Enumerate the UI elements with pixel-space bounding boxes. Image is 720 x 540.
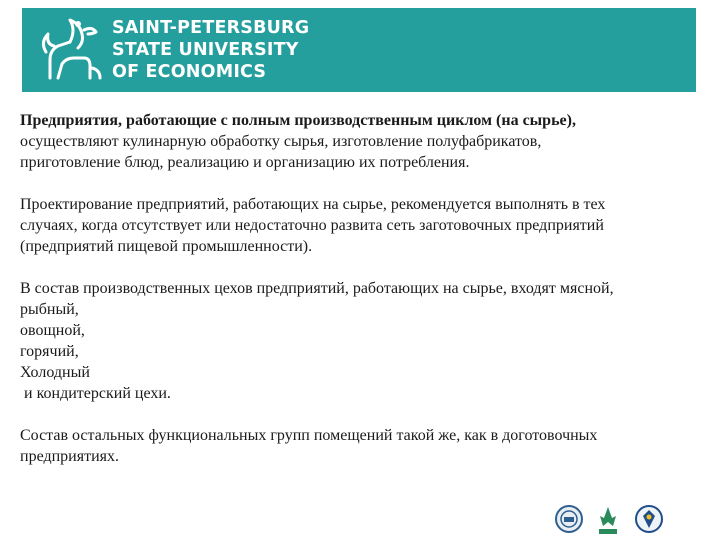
paragraph-2 [20, 194, 700, 257]
paragraph-2-line: случаях, когда отсутствует или недостаточно развита сеть заготовочных предприятий [20, 217, 604, 234]
paragraph-3 [20, 278, 700, 404]
paragraph-3-line: и кондитерский цехи. [20, 385, 171, 402]
paragraph-4-line: предприятиях. [20, 448, 119, 465]
university-name [112, 17, 309, 83]
paragraph-3-line: рыбный, [20, 301, 79, 318]
slide-content [20, 110, 700, 488]
finec-logo-icon [594, 504, 622, 536]
paragraph-3-line: горячий, [20, 343, 79, 360]
paragraph-1-line: осуществляют кулинарную обработку сырья, изготовление полуфабрикатов, [20, 133, 542, 150]
university-seal-icon [554, 504, 584, 534]
paragraph-1-heading: Предприятия, работающие с полным производственным циклом (на сырье), [20, 112, 576, 129]
emblem-icon [634, 504, 664, 534]
footer-logos [554, 504, 664, 538]
paragraph-4-line: Состав остальных функциональных групп помещений такой же, как в доготовочных [20, 427, 598, 444]
header [0, 0, 720, 96]
paragraph-1-line: приготовление блюд, реализацию и организацию их потребления. [20, 154, 470, 171]
paragraph-2-line: Проектирование предприятий, работающих на сырье, рекомендуется выполнять в тех [20, 196, 606, 213]
paragraph-3-line: В состав производственных цехов предприятий, работающих на сырье, входят мясной, [20, 280, 614, 297]
griffin-icon [32, 12, 108, 88]
paragraph-3-line: Холодный [20, 364, 90, 381]
paragraph-3-line: овощной, [20, 322, 85, 339]
paragraph-1 [20, 110, 700, 173]
university-name-line-3: OF ECONOMICS [112, 62, 267, 82]
university-banner [22, 8, 696, 92]
university-name-line-2: STATE UNIVERSITY [112, 40, 299, 60]
paragraph-4 [20, 425, 700, 467]
paragraph-2-line: (предприятий пищевой промышленности). [20, 238, 313, 255]
university-name-line-1: SAINT-PETERSBURG [112, 18, 310, 38]
